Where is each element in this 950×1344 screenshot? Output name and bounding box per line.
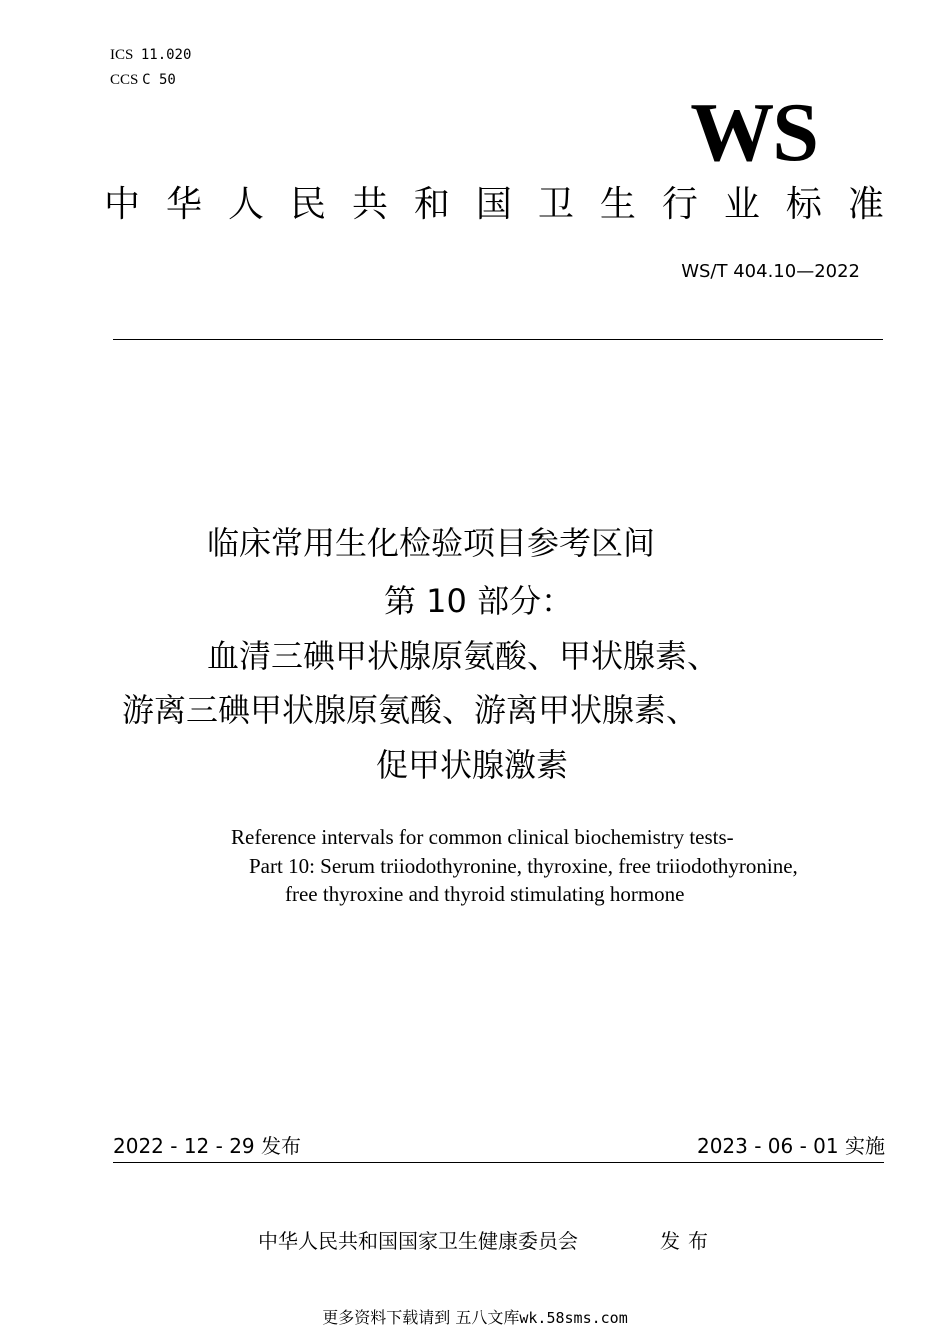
footer-link[interactable]: wk.58sms.com — [519, 1309, 628, 1327]
ws-logo: WS — [690, 86, 817, 179]
title-en-line: Reference intervals for common clinical biochemistry tests- — [231, 825, 734, 849]
ics-label: ICS — [110, 47, 134, 63]
category-char: 生 — [599, 184, 636, 225]
category-char: 卫 — [537, 184, 574, 225]
title-zh-line: 促甲状腺激素 — [376, 746, 569, 784]
title-en-line: free thyroxine and thyroid stimulating hormone — [285, 882, 685, 906]
ics-value: 11.020 — [140, 47, 192, 63]
footer-text: 更多资料下载请到 五八文库 — [322, 1308, 520, 1327]
title-zh-line: 游离三碘甲状腺原氨酸、游离甲状腺素、 — [122, 691, 699, 729]
category-char: 民 — [289, 184, 326, 225]
standard-category — [104, 182, 884, 228]
category-char: 华 — [165, 184, 202, 225]
category-char: 国 — [475, 184, 512, 225]
title-zh-line: 临床常用生化检验项目参考区间 — [207, 524, 656, 562]
category-char: 和 — [413, 184, 450, 225]
date-divider — [113, 1162, 884, 1163]
category-char: 业 — [723, 184, 760, 225]
category-char: 准 — [847, 184, 884, 225]
category-char: 中 — [104, 184, 141, 225]
title-zh-line: 第 10 部分： — [384, 582, 574, 620]
category-char: 标 — [785, 184, 822, 225]
issue-label: 发布 — [660, 1229, 716, 1253]
ccs-code — [110, 71, 176, 89]
title-zh-line: 血清三碘甲状腺原氨酸、甲状腺素、 — [207, 637, 720, 675]
issuing-authority: 中华人民共和国国家卫生健康委员会 — [258, 1229, 578, 1253]
header-divider — [113, 339, 883, 340]
ccs-label: CCS — [110, 72, 139, 88]
standard-number: WS/T 404.10—2022 — [681, 261, 860, 282]
footer-note — [0, 1307, 950, 1329]
publish-date: 2022 - 12 - 29 发布 — [113, 1134, 302, 1158]
ics-code — [110, 46, 191, 64]
ccs-value: C 50 — [142, 72, 176, 88]
category-char: 共 — [351, 184, 388, 225]
category-char: 行 — [661, 184, 698, 225]
category-char: 人 — [227, 184, 264, 225]
title-en-line: Part 10: Serum triiodothyronine, thyroxine, free triiodothyronine, — [249, 854, 798, 878]
implement-date: 2023 - 06 - 01 实施 — [696, 1134, 885, 1158]
